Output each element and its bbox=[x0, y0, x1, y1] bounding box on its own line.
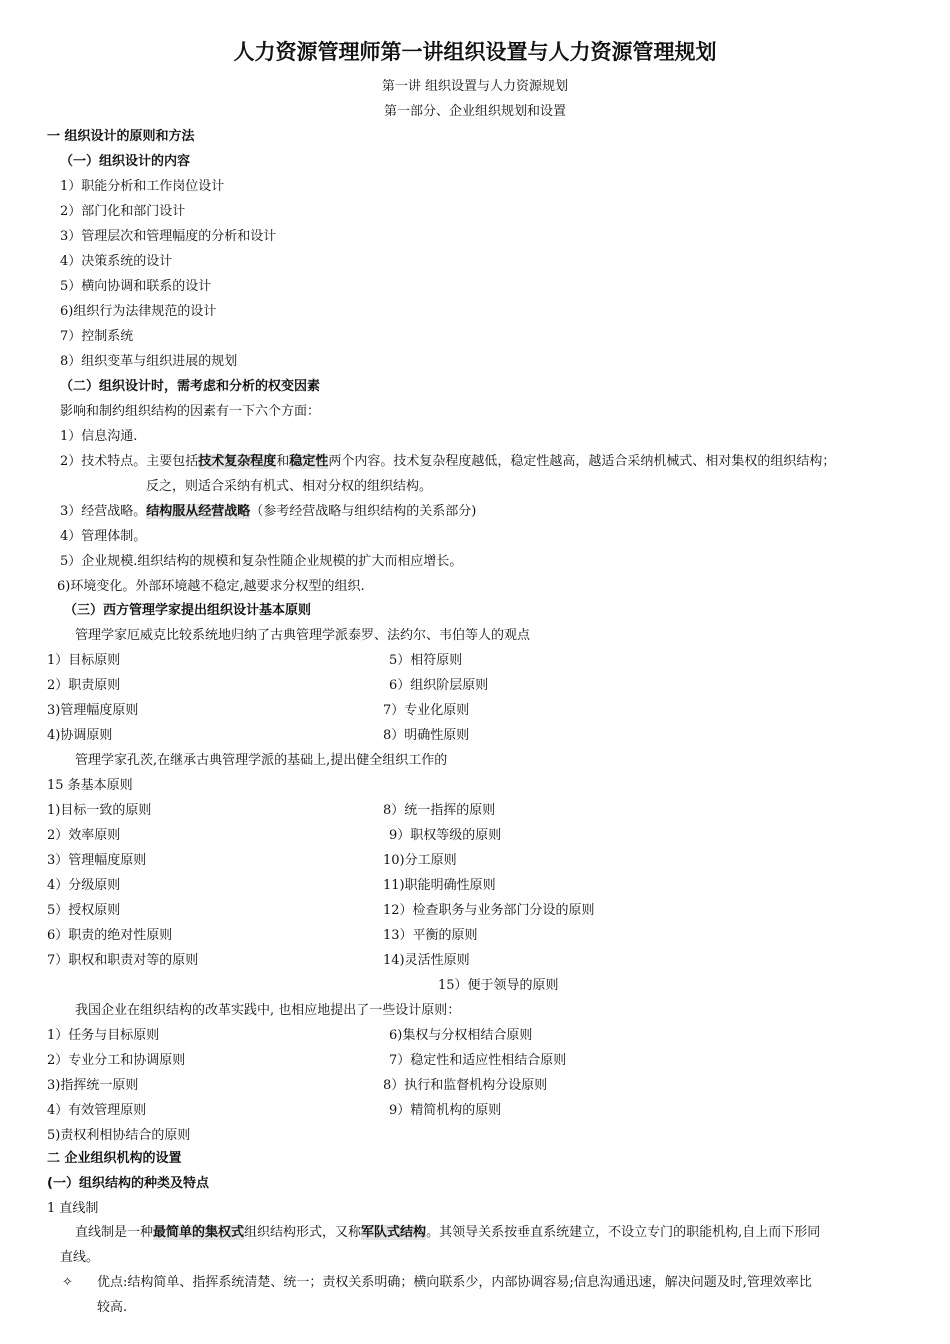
principle-item: 3）管理幅度原则 bbox=[47, 853, 147, 868]
section-heading: 一 组织设计的原则和方法 bbox=[47, 129, 195, 144]
list-item-continuation: 反之，则适合采纳有机式、相对分权的组织结构。 bbox=[146, 479, 433, 494]
paragraph-continuation: 直线。 bbox=[60, 1250, 100, 1265]
principle-item: 9）职权等级的原则 bbox=[389, 828, 502, 843]
principle-item: 1）任务与目标原则 bbox=[47, 1028, 160, 1043]
paragraph: 影响和制约组织结构的因素有一下六个方面： bbox=[60, 404, 321, 419]
principle-item: 5)责权利相协结合的原则 bbox=[47, 1128, 191, 1143]
principle-item: 3)管理幅度原则 bbox=[47, 703, 139, 718]
subsection-heading: (一）组织结构的种类及特点 bbox=[47, 1176, 209, 1191]
list-item: 2）部门化和部门设计 bbox=[60, 204, 186, 219]
highlight-term: 技术复杂程度 bbox=[198, 454, 277, 469]
paragraph bbox=[75, 1224, 820, 1242]
principle-item: 12）检查职务与业务部门分设的原则 bbox=[383, 903, 595, 918]
list-item: 6)组织行为法律规范的设计 bbox=[60, 304, 217, 319]
principle-item: 2）专业分工和协调原则 bbox=[47, 1053, 186, 1068]
list-item: 1）职能分析和工作岗位设计 bbox=[60, 179, 225, 194]
principle-item: 8）执行和监督机构分设原则 bbox=[383, 1078, 548, 1093]
diamond-bullet-icon: ✧ bbox=[62, 1275, 73, 1290]
paragraph: 15 条基本原则 bbox=[47, 778, 133, 793]
subsection-heading: （一）组织设计的内容 bbox=[60, 154, 191, 169]
principle-item: 6）职责的绝对性原则 bbox=[47, 928, 173, 943]
principle-item: 15）便于领导的原则 bbox=[438, 978, 559, 993]
principle-item: 8）明确性原则 bbox=[383, 728, 470, 743]
lecture-subtitle: 第一讲 组织设置与人力资源规划 bbox=[381, 79, 569, 94]
list-item: 4）管理体制。 bbox=[60, 529, 147, 544]
text-run: 。其领导关系按垂直系统建立，不设立专门的职能机构,自上而下形同 bbox=[426, 1225, 821, 1240]
principle-item: 14)灵活性原则 bbox=[383, 953, 470, 968]
text-run: 两个内容。技术复杂程度越低，稳定性越高，越适合采纳机械式、相对集权的组织结构； bbox=[328, 454, 836, 469]
highlight-term: 最简单的集权式 bbox=[153, 1225, 245, 1240]
highlight-term: 稳定性 bbox=[289, 454, 329, 469]
principle-item: 13）平衡的原则 bbox=[383, 928, 478, 943]
principle-item: 6）组织阶层原则 bbox=[389, 678, 489, 693]
paragraph: 管理学家孔茨,在继承古典管理学派的基础上,提出健全组织工作的 bbox=[75, 753, 448, 768]
principle-item: 1)目标一致的原则 bbox=[47, 803, 152, 818]
principle-item: 2）效率原则 bbox=[47, 828, 121, 843]
principle-item: 5）授权原则 bbox=[47, 903, 121, 918]
list-item: 4）决策系统的设计 bbox=[60, 254, 173, 269]
list-item: 5）企业规模.组织结构的规模和复杂性随企业规模的扩大而相应增长。 bbox=[60, 554, 463, 569]
bullet-item-continuation: 较高. bbox=[97, 1300, 128, 1315]
list-item: 8）组织变革与组织进展的规划 bbox=[60, 354, 238, 369]
principle-item: 7）职权和职责对等的原则 bbox=[47, 953, 199, 968]
paragraph: 我国企业在组织结构的改革实践中, 也相应地提出了一些设计原则： bbox=[75, 1003, 461, 1018]
principle-item: 2）职责原则 bbox=[47, 678, 121, 693]
text-run: 和 bbox=[276, 454, 290, 469]
principle-item: 4)协调原则 bbox=[47, 728, 113, 743]
principle-item: 10)分工原则 bbox=[383, 853, 457, 868]
text-run: 组织结构形式，又称 bbox=[244, 1225, 362, 1240]
principle-item: 4）有效管理原则 bbox=[47, 1103, 147, 1118]
bullet-item: 优点:结构简单、指挥系统清楚、统一；责权关系明确；横向联系少，内部协调容易;信息沟通迅速，解决问题及时,管理效率比 bbox=[97, 1275, 812, 1290]
highlight-term: 结构服从经营战略 bbox=[146, 504, 251, 519]
principle-item: 3)指挥统一原则 bbox=[47, 1078, 139, 1093]
principle-item: 4）分级原则 bbox=[47, 878, 121, 893]
list-item: 7）控制系统 bbox=[60, 329, 134, 344]
highlight-term: 军队式结构 bbox=[361, 1225, 427, 1240]
text-run: 直线制是一种 bbox=[75, 1225, 154, 1240]
section-heading: 二 企业组织机构的设置 bbox=[47, 1151, 182, 1166]
principle-item: 11)职能明确性原则 bbox=[383, 878, 496, 893]
list-item bbox=[60, 453, 835, 471]
text-run: （参考经营战略与组织结构的关系部分) bbox=[250, 504, 477, 519]
list-item: 1）信息沟通. bbox=[60, 429, 138, 444]
list-item: 1 直线制 bbox=[47, 1201, 99, 1216]
principle-item: 7）稳定性和适应性相结合原则 bbox=[389, 1053, 567, 1068]
principle-item: 8）统一指挥的原则 bbox=[383, 803, 496, 818]
text-run: 2）技术特点。主要包括 bbox=[60, 454, 199, 469]
subsection-heading: （二）组织设计时，需考虑和分析的权变因素 bbox=[60, 379, 321, 394]
subsection-heading: （三）西方管理学家提出组织设计基本原则 bbox=[64, 603, 312, 618]
principle-item: 1）目标原则 bbox=[47, 653, 121, 668]
list-item: 5）横向协调和联系的设计 bbox=[60, 279, 212, 294]
document-title: 人力资源管理师第一讲组织设置与人力资源管理规划 bbox=[233, 40, 717, 64]
part-subtitle: 第一部分、企业组织规划和设置 bbox=[383, 104, 566, 119]
list-item bbox=[60, 503, 476, 521]
principle-item: 9）精简机构的原则 bbox=[389, 1103, 502, 1118]
principle-item: 7）专业化原则 bbox=[383, 703, 470, 718]
list-item: 3）管理层次和管理幅度的分析和设计 bbox=[60, 229, 277, 244]
list-item: 6)环境变化。外部环境越不稳定,越要求分权型的组织. bbox=[57, 579, 365, 594]
principle-item: 5）相符原则 bbox=[389, 653, 463, 668]
principle-item: 6)集权与分权相结合原则 bbox=[389, 1028, 533, 1043]
paragraph: 管理学家厄威克比较系统地归纳了古典管理学派泰罗、法约尔、韦伯等人的观点 bbox=[75, 628, 531, 643]
text-run: 3）经营战略。 bbox=[60, 504, 147, 519]
